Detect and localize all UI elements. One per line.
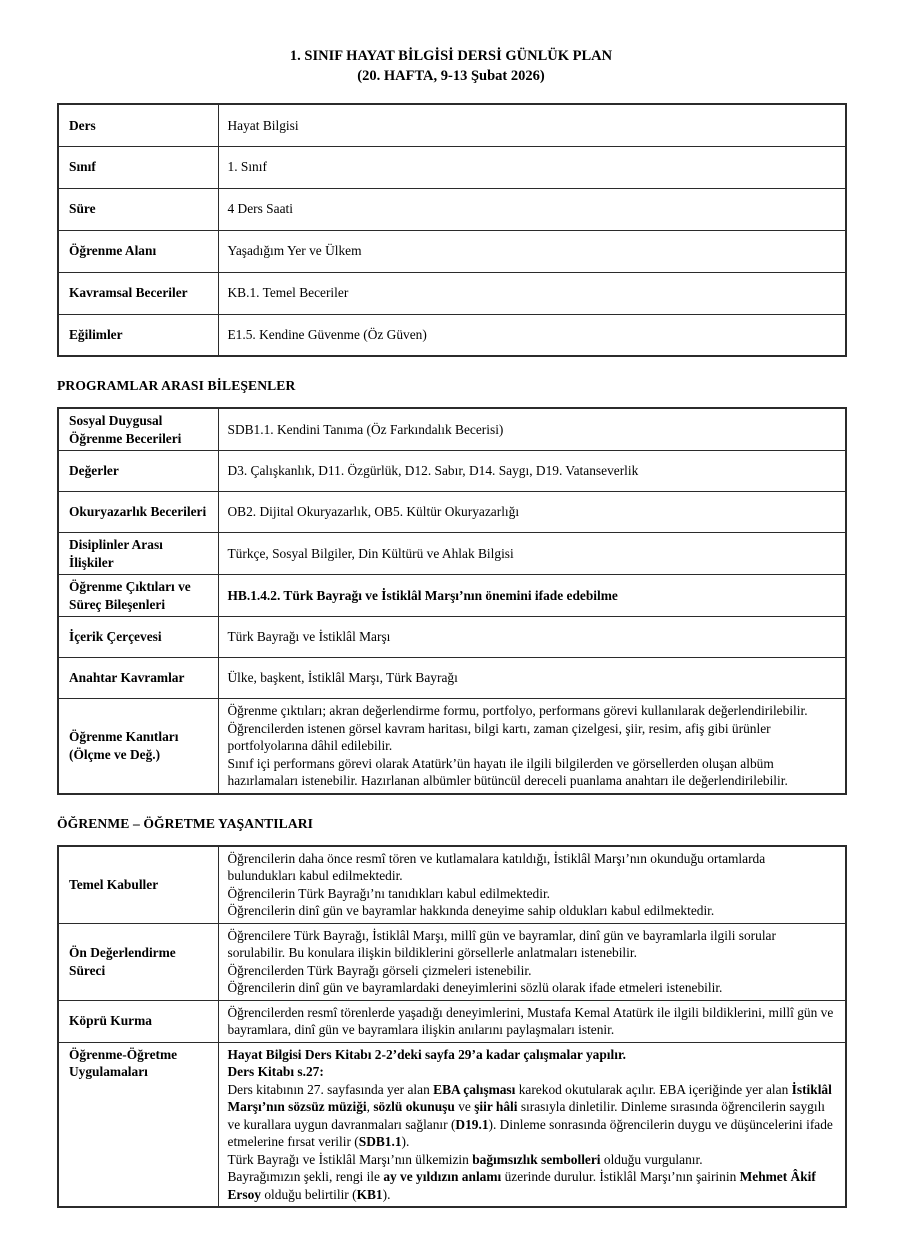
row-label: Öğrenme Çıktıları ve Süreç Bileşenleri	[58, 575, 218, 617]
row-label: İçerik Çerçevesi	[58, 617, 218, 658]
row-label: Eğilimler	[58, 314, 218, 356]
table-row	[58, 188, 846, 230]
row-value	[218, 575, 846, 617]
row-label: Disiplinler Arası İlişkiler	[58, 533, 218, 575]
lesson-info-table	[57, 103, 847, 357]
paragraph: Ders kitabının 27. sayfasında yer alan EBA çalışması karekod okutularak açılır. EBA içeriğinde yer alan İstiklâl Marşı’nın sözsüz müziği, sözlü okunuşu ve şiir hâli sırasıyla dinletilir. Dinleme sırasında öğrencilerin saygılı ve kurallara uygun davranmaları sağlanır (D19.1). Dinleme sonrasında öğrencilerin duygu ve düşüncelerini ifade etmelerine fırsat verilir (SDB1.1).	[227, 1081, 833, 1149]
table-row	[58, 846, 846, 924]
row-value: Hayat Bilgisi	[218, 104, 846, 146]
paragraph: Öğrenme çıktıları; akran değerlendirme formu, portfolyo, performans görevi kullanılarak değerlendirilebilir. Öğrencilerden istenen görsel kavram haritası, bilgi kartı, zaman çizelgesi, şiir, resim, afiş gibi ürünler portfolyolarına dâhil edilebilir.	[227, 703, 808, 753]
paragraph: Öğrencilere Türk Bayrağı, İstiklâl Marşı, millî gün ve bayramlar, dinî gün ve bayramlarla ilgili sorular sorulabilir. Bu konulara ilişkin bildiklerini görsellerle anlatmaları istenebilir.	[227, 927, 776, 960]
paragraph: Türk Bayrağı ve İstiklâl Marşı’nın ülkemizin bağımsızlık sembolleri olduğu vurgulanır.	[227, 1151, 703, 1167]
paragraph: Öğrencilerin dinî gün ve bayramlar hakkında deneyime sahip oldukları kabul edilmektedir.	[227, 903, 715, 918]
row-label: Anahtar Kavramlar	[58, 658, 218, 699]
row-value	[218, 699, 846, 794]
row-label: Sınıf	[58, 146, 218, 188]
section-heading-learning-teaching: ÖĞRENME – ÖĞRETME YAŞANTILARI	[57, 815, 314, 831]
row-label: Değerler	[58, 451, 218, 492]
table-row	[58, 451, 846, 492]
row-label: Kavramsal Beceriler	[58, 272, 218, 314]
table-row	[58, 104, 846, 146]
table-row	[58, 408, 846, 451]
table-row	[58, 230, 846, 272]
paragraph: Hayat Bilgisi Ders Kitabı 2-2’deki sayfa 29’a kadar çalışmalar yapılır.	[227, 1046, 627, 1062]
paragraph: Sınıf içi performans görevi olarak Atatürk’ün hayatı ile ilgili bilgilerden ve görsellerden oluşan albüm hazırlamaları istenebilir. Hazırlanan albümler bütüncül dereceli puanlama anahtarı ile değerlendirilebilir.	[227, 755, 788, 788]
row-label: Okuryazarlık Becerileri	[58, 492, 218, 533]
table-row	[58, 146, 846, 188]
row-value: KB.1. Temel Beceriler	[218, 272, 846, 314]
paragraph: Öğrencilerin Türk Bayrağı’nı tanıdıkları kabul edilmektedir.	[227, 885, 551, 901]
row-value: Türkçe, Sosyal Bilgiler, Din Kültürü ve Ahlak Bilgisi	[218, 533, 846, 575]
row-value: Yaşadığım Yer ve Ülkem	[218, 230, 846, 272]
table-row	[58, 533, 846, 575]
page-title-line2: (20. HAFTA, 9-13 Şubat 2026)	[357, 68, 545, 84]
table-row	[58, 1042, 846, 1207]
row-value	[218, 1000, 846, 1042]
table-row	[58, 617, 846, 658]
paragraph: Ders Kitabı s.27:	[227, 1064, 324, 1079]
row-label: Süre	[58, 188, 218, 230]
row-label: Sosyal Duygusal Öğrenme Becerileri	[58, 408, 218, 451]
row-label: Ders	[58, 104, 218, 146]
row-value	[218, 1042, 846, 1207]
row-value: Ülke, başkent, İstiklâl Marşı, Türk Bayrağı	[218, 658, 846, 699]
paragraph: Öğrencilerden resmî törenlerde yaşadığı deneyimlerini, Mustafa Kemal Atatürk ile ilgili bildiklerini, millî gün ve bayramlara, dinî gün ve bayramlara ilişkin anılarını paylaşmaları istenir.	[227, 1004, 834, 1037]
page-title	[57, 46, 845, 86]
table-row	[58, 314, 846, 356]
table-row	[58, 923, 846, 1000]
row-label: Temel Kabuller	[58, 846, 218, 924]
row-value	[218, 923, 846, 1000]
row-value: 1. Sınıf	[218, 146, 846, 188]
table-row	[58, 492, 846, 533]
row-label: Ön Değerlendirme Süreci	[58, 923, 218, 1000]
table-row	[58, 575, 846, 617]
paragraph: Öğrencilerin daha önce resmî tören ve kutlamalara katıldığı, İstiklâl Marşı’nın okunduğu ortamlarda bulundukları kabul edilmektedir.	[227, 850, 766, 883]
table-row	[58, 272, 846, 314]
paragraph: HB.1.4.2. Türk Bayrağı ve İstiklâl Marşı’nın önemini ifade edebilme	[227, 587, 618, 603]
table-row	[58, 699, 846, 794]
row-value: SDB1.1. Kendini Tanıma (Öz Farkındalık Becerisi)	[218, 408, 846, 451]
table-row	[58, 1000, 846, 1042]
row-label: Köprü Kurma	[58, 1000, 218, 1042]
row-label: Öğrenme-Öğretme Uygulamaları	[58, 1042, 218, 1207]
row-value: D3. Çalışkanlık, D11. Özgürlük, D12. Sabır, D14. Saygı, D19. Vatanseverlik	[218, 451, 846, 492]
row-value: OB2. Dijital Okuryazarlık, OB5. Kültür Okuryazarlığı	[218, 492, 846, 533]
row-label: Öğrenme Alanı	[58, 230, 218, 272]
paragraph: Bayrağımızın şekli, rengi ile ay ve yıldızın anlamı üzerinde durulur. İstiklâl Marşı’nın şairinin Mehmet Âkif Ersoy olduğu belirtilir (KB1).	[227, 1169, 816, 1202]
learning-teaching-table	[57, 845, 847, 1209]
row-value: E1.5. Kendine Güvenme (Öz Güven)	[218, 314, 846, 356]
paragraph: Öğrencilerden Türk Bayrağı görseli çizmeleri istenebilir.	[227, 962, 532, 978]
page-title-line1: 1. SINIF HAYAT BİLGİSİ DERSİ GÜNLÜK PLAN	[289, 48, 613, 64]
row-value: 4 Ders Saati	[218, 188, 846, 230]
program-components-table	[57, 407, 847, 795]
paragraph: Öğrencilerin dinî gün ve bayramlardaki deneyimlerini sözlü olarak ifade etmeleri istenebilir.	[227, 980, 723, 995]
row-label: Öğrenme Kanıtları (Ölçme ve Değ.)	[58, 699, 218, 794]
table-row	[58, 658, 846, 699]
row-value	[218, 846, 846, 924]
row-value: Türk Bayrağı ve İstiklâl Marşı	[218, 617, 846, 658]
section-heading-program-components: PROGRAMLAR ARASI BİLEŞENLER	[57, 378, 296, 393]
